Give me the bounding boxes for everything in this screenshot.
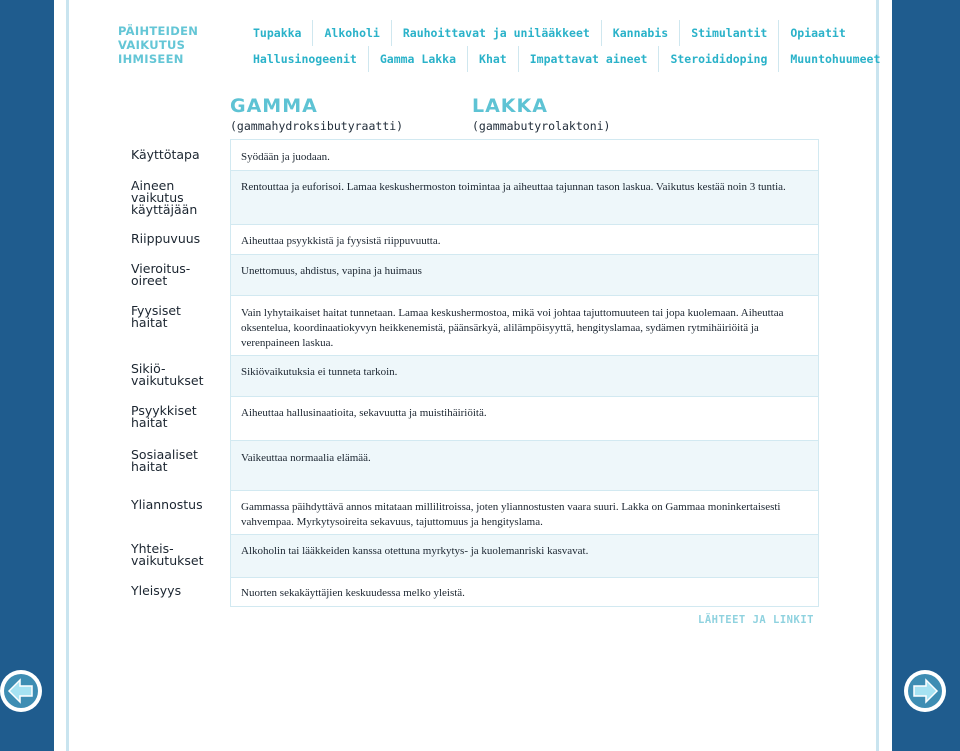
- arrow-left-icon: [0, 670, 42, 712]
- cell-sikiovaikutukset: [230, 355, 819, 396]
- cell-text: Unettomuus, ahdistus, vapina ja huimaus: [241, 265, 422, 277]
- nav-link-tupakka[interactable]: Tupakka: [244, 20, 313, 46]
- nav-link-rauhoittavat[interactable]: Rauhoittavat ja unilääkkeet: [392, 20, 602, 46]
- nav-link-opiaatit[interactable]: Opiaatit: [790, 26, 846, 40]
- cell-text: Vain lyhytaikaiset haitat tunnetaan. Lamaa keskushermostoa, mikä voi johtaa tajuttomuuteen tai jopa kuolemaan. Aiheuttaa oksentelua, koordinaatiokyvyn heikkenemistä, päänsärkyä, alilämpöisyyttä, hengityslamaa, sydämen rytmihäiriöitä ja verenpaineen laskua.: [241, 307, 784, 349]
- lakka-full-name: (gammabutyrolaktoni): [472, 119, 611, 133]
- nav-row-2: [244, 46, 891, 72]
- cell-aineen-vaikutus: [230, 170, 819, 224]
- nav-link-impattavat[interactable]: Impattavat aineet: [519, 46, 660, 72]
- cell-riippuvuus: [230, 224, 819, 254]
- row-label-line: Sikiö-: [131, 361, 166, 376]
- column-heading-lakka: [472, 95, 610, 134]
- row-label-line: haitat: [131, 459, 168, 474]
- next-page-button[interactable]: [904, 670, 946, 712]
- arrow-right-icon: [904, 670, 946, 712]
- row-label-line: haitat: [131, 415, 168, 430]
- row-label-line: oireet: [131, 273, 168, 288]
- column-heading-gamma: [230, 95, 403, 134]
- row-label-line: Aineen: [131, 178, 175, 193]
- row-label-psyykkiset-haitat: [131, 405, 226, 429]
- row-label-line: Psyykkiset: [131, 403, 197, 418]
- row-label-yliannostus: Yliannostus: [131, 497, 203, 512]
- cell-sosiaaliset-haitat: [230, 440, 819, 490]
- row-label-line: Yhteis-: [131, 541, 174, 556]
- cell-text: Syödään ja juodaan.: [241, 151, 330, 163]
- row-label-line: vaikutukset: [131, 373, 204, 388]
- cell-yhteisvaikutukset: [230, 534, 819, 577]
- nav-link-khat[interactable]: Khat: [468, 46, 519, 72]
- cell-text: Rentouttaa ja euforisoi. Lamaa keskushermoston toimintaa ja aiheuttaa tajunnan tason laskua. Vaikutus kestää noin 3 tuntia.: [241, 181, 786, 193]
- row-label-sosiaaliset-haitat: [131, 449, 226, 473]
- row-label-line: Fyysiset: [131, 303, 181, 318]
- cell-text: Vaikeuttaa normaalia elämää.: [241, 452, 371, 464]
- row-label-aineen-vaikutus: [131, 180, 226, 216]
- logo-line-3: IHMISEEN: [118, 52, 184, 66]
- gamma-title: GAMMA: [230, 95, 318, 117]
- cell-text: Gammassa päihdyttävä annos mitataan millilitroissa, joten yliannostusten vaara suuri. Lakka on Gammaa moninkertaisesti vahvempaa. Myrkytysoireita sekavuus, tajuttomuus ja hengityslama.: [241, 501, 781, 528]
- cell-vieroitusoireet: [230, 254, 819, 295]
- nav-link-kannabis[interactable]: Kannabis: [602, 20, 680, 46]
- cell-yleisyys: [230, 577, 819, 607]
- row-label-vieroitusoireet: [131, 263, 226, 287]
- sources-link[interactable]: LÄHTEET JA LINKIT: [698, 614, 814, 626]
- nav-link-alkoholi[interactable]: Alkoholi: [313, 20, 391, 46]
- cell-text: Nuorten sekakäyttäjien keskuudessa melko yleistä.: [241, 587, 465, 599]
- row-label-line: vaikutukset: [131, 553, 204, 568]
- cell-kayttotapa: [230, 139, 819, 170]
- site-logo[interactable]: [118, 24, 228, 66]
- cell-yliannostus: [230, 490, 819, 534]
- lakka-title: LAKKA: [472, 95, 548, 117]
- nav-link-hallusinogeenit[interactable]: Hallusinogeenit: [244, 46, 369, 72]
- row-label-sikiovaikutukset: [131, 363, 226, 387]
- right-rail-line: [876, 0, 879, 751]
- row-label-kayttotapa: Käyttötapa: [131, 147, 200, 162]
- row-label-line: käyttäjään: [131, 202, 198, 217]
- row-label-riippuvuus: Riippuvuus: [131, 231, 201, 246]
- logo-line-2: VAIKUTUS: [118, 38, 186, 52]
- cell-text: Sikiövaikutuksia ei tunneta tarkoin.: [241, 366, 398, 378]
- logo-line-1: PÄIHTEIDEN: [118, 24, 199, 38]
- cell-fyysiset-haitat: [230, 295, 819, 355]
- nav-link-steroididoping[interactable]: Steroididoping: [659, 46, 779, 72]
- cell-text: Aiheuttaa psyykkistä ja fyysistä riippuvuutta.: [241, 235, 441, 247]
- row-label-line: vaikutus: [131, 190, 184, 205]
- row-label-line: Vieroitus-: [131, 261, 191, 276]
- prev-page-button[interactable]: [0, 670, 42, 712]
- cell-psyykkiset-haitat: [230, 396, 819, 440]
- row-label-line: haitat: [131, 315, 168, 330]
- cell-text: Alkoholin tai lääkkeiden kanssa otettuna myrkytys- ja kuolemanriski kasvavat.: [241, 545, 589, 557]
- nav-link-gamma-lakka[interactable]: Gamma Lakka: [369, 46, 468, 72]
- row-label-yhteisvaikutukset: [131, 543, 226, 567]
- row-label-yleisyys: Yleisyys: [131, 583, 182, 598]
- nav-link-stimulantit[interactable]: Stimulantit: [680, 20, 779, 46]
- nav-link-muuntohuumeet[interactable]: Muuntohuumeet: [790, 52, 881, 66]
- row-label-line: Sosiaaliset: [131, 447, 198, 462]
- gamma-full-name: (gammahydroksibutyraatti): [230, 119, 404, 133]
- cell-text: Aiheuttaa hallusinaatioita, sekavuutta ja muistihäiriöitä.: [241, 407, 487, 419]
- row-label-fyysiset-haitat: [131, 305, 226, 329]
- left-rail-line: [66, 0, 69, 751]
- nav-row-1: [244, 20, 857, 46]
